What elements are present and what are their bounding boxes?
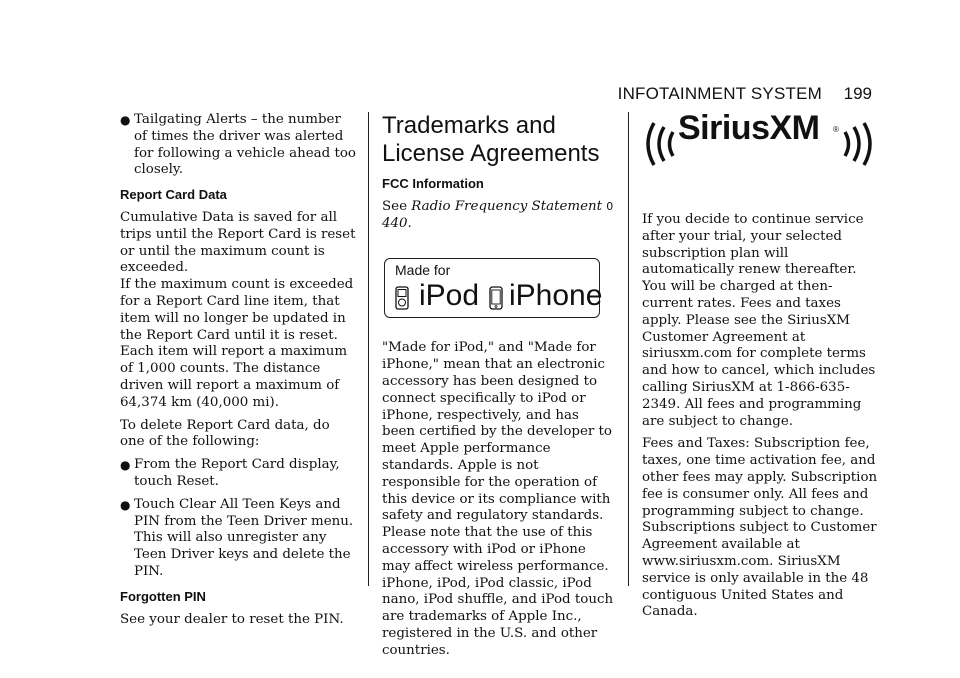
- bullet-icon: ●: [120, 458, 131, 473]
- paragraph: See your dealer to reset the PIN.: [120, 611, 344, 627]
- list-item: ● Tailgating Alerts – the number of times the driver was alerted for following a vehicle ahead too closely.: [120, 112, 356, 178]
- heading-report-card-data: Report Card Data: [120, 187, 227, 203]
- page-number: 199: [843, 84, 872, 103]
- reference-link[interactable]: Radio Frequency Statement: [411, 198, 602, 214]
- siriusxm-logo: [642, 109, 882, 172]
- made-for-ipod-iphone-badge: [384, 258, 603, 318]
- bullet-icon: ●: [120, 497, 131, 512]
- column-2: [382, 112, 614, 666]
- column-divider: [628, 112, 629, 586]
- ipod-icon: [395, 286, 409, 310]
- list-item: ● Touch Clear All Teen Keys and PIN from the Teen Driver menu. This will also unregister any Teen Driver keys and delete the PIN.: [120, 496, 354, 579]
- registered-mark: ®: [833, 125, 839, 134]
- page-ref-arrow-icon: 0: [606, 199, 614, 213]
- column-1: [120, 112, 358, 634]
- paragraph: If the maximum count is exceeded for a Report Card line item, that item will no longer be updated in the Report Card until it is reset. Each item will report a maximum of 1,000 counts. The distance driven will report a maximum of 64,374 km (40,000 mi).: [120, 277, 354, 410]
- column-3: [642, 109, 882, 627]
- badge-iphone: iPhone: [509, 279, 603, 313]
- section-title: INFOTAINMENT SYSTEM: [617, 84, 822, 103]
- reference-line: See Radio Frequency Statement 0 440.: [382, 198, 614, 231]
- heading-forgotten-pin: Forgotten PIN: [120, 588, 206, 604]
- paragraph: Cumulative Data is saved for all trips until the Report Card is reset or until the maximum count is exceeded.: [120, 209, 356, 276]
- badge-made-for: Made for: [395, 262, 451, 279]
- page-header: [0, 84, 960, 108]
- iphone-icon: [489, 286, 503, 310]
- badge-ipod: iPod: [419, 279, 480, 313]
- paragraph: To delete Report Card data, do one of the following:: [120, 417, 330, 450]
- signal-waves-left-icon: [642, 122, 676, 166]
- bullet-icon: ●: [120, 113, 131, 127]
- list-item: ● From the Report Card display, touch Reset.: [120, 457, 340, 489]
- heading-fcc-information: FCC Information: [382, 176, 484, 191]
- siriusxm-wordmark: SiriusXM: [678, 109, 820, 147]
- signal-waves-right-icon: [842, 122, 876, 166]
- section-heading: Trademarks and License Agreements: [382, 112, 600, 167]
- paragraph: If you decide to continue service after your trial, your selected subscription plan will automatically renew thereafter. You will be charged at then-current rates. Fees and taxes apply. Please see the SiriusXM Customer Agreement at siriusxm.com for complete terms and how to cancel, which includes calling SiriusXM at 1-866-635-2349. All fees and programming are subject to change.: [642, 212, 876, 429]
- column-divider: [368, 112, 369, 586]
- paragraph: Fees and Taxes: Subscription fee, taxes, one time activation fee, and other fees may apply. Subscription fee is consumer only. All fees and programming subject to change. Subscriptions subject to Customer Agreement available at www.siriusxm.com. SiriusXM service is only available in the 48 contiguous United States and Canada.: [642, 436, 878, 620]
- paragraph: "Made for iPod," and "Made for iPhone," mean that an electronic accessory has been designed to connect specifically to iPod or iPhone, respectively, and has been certified by the developer to meet Apple performance standards. Apple is not responsible for the operation of this device or its compliance with safety and regulatory standards. Please note that the use of this accessory with iPod or iPhone may affect wireless performance. iPhone, iPod, iPod classic, iPod nano, iPod shuffle, and iPod touch are trademarks of Apple Inc., registered in the U.S. and other countries.: [382, 340, 614, 658]
